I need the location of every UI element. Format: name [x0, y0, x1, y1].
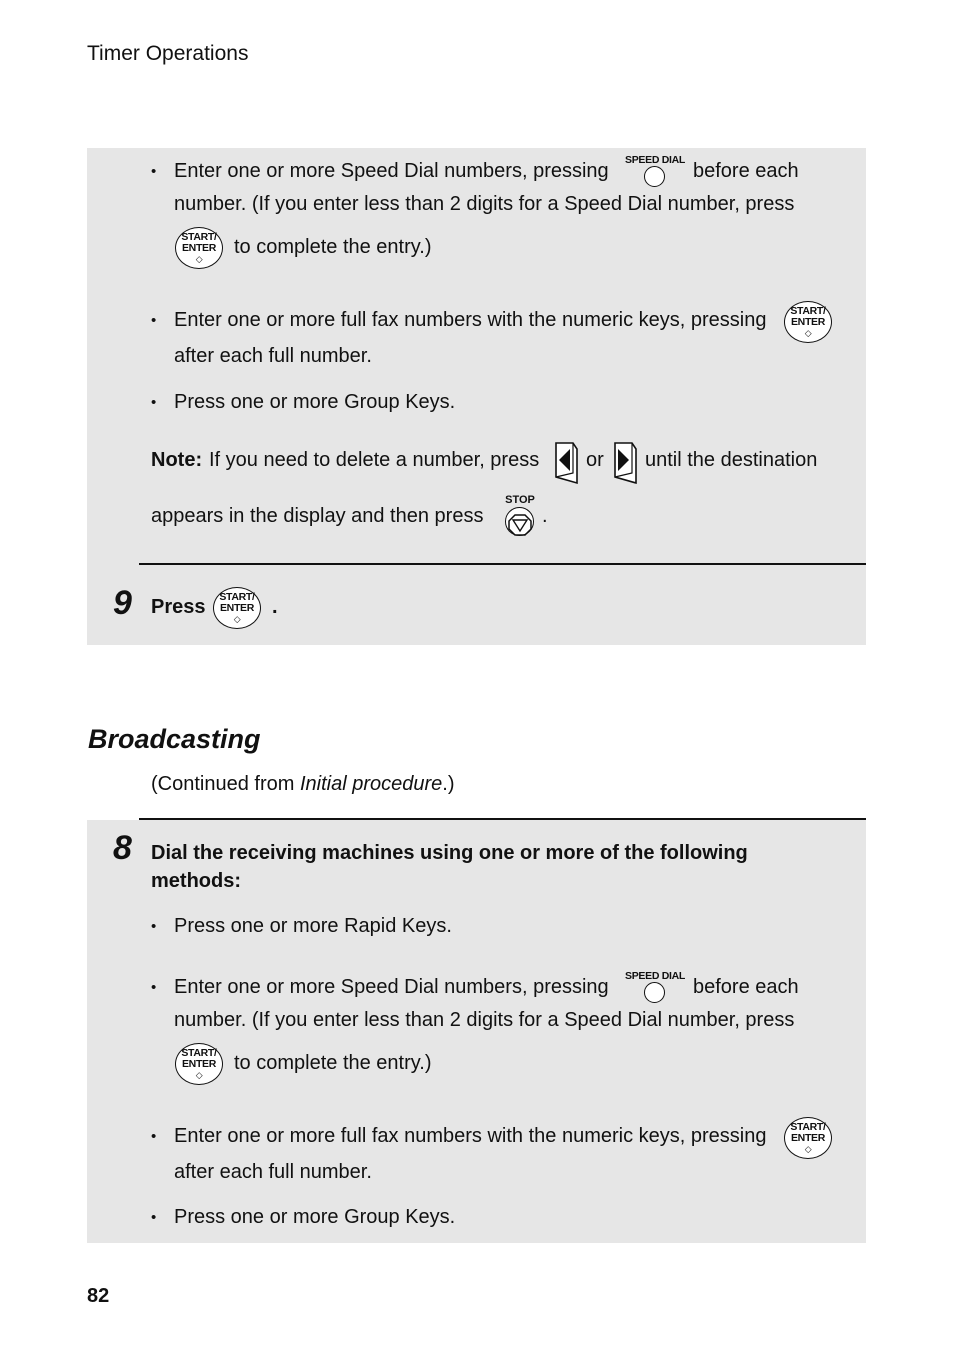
bullet: •	[151, 979, 157, 996]
bullet: •	[151, 394, 157, 411]
group-keys-instruction: Press one or more Group Keys.	[174, 391, 456, 413]
full-fax-instruction-line1: Enter one or more full fax numbers with the numeric keys, pressing	[174, 309, 767, 331]
bullet: •	[151, 1128, 157, 1145]
speed-dial-key-icon: SPEED DIAL	[625, 970, 685, 1004]
start-enter-key-icon: START/ ENTER ◇	[175, 227, 223, 269]
start-enter-key-icon: START/ ENTER ◇	[784, 1117, 832, 1159]
speed-dial-key-icon: SPEED DIAL	[625, 154, 685, 188]
continued-note: (Continued from Initial procedure.)	[151, 773, 455, 795]
stop-key-icon: STOP	[500, 494, 540, 538]
step9-period: .	[272, 596, 278, 618]
start-enter-key-icon: START/ ENTER ◇	[175, 1043, 223, 1085]
section-title: Broadcasting	[88, 724, 261, 754]
speed-dial-instruction-line3: to complete the entry.)	[234, 236, 432, 258]
speed-dial-instruction-line1-end: before each	[693, 976, 799, 998]
step-number: 8	[113, 829, 132, 867]
running-header: Timer Operations	[87, 42, 249, 65]
bullet: •	[151, 918, 157, 935]
note-or: or	[586, 449, 604, 471]
step-divider	[139, 563, 866, 565]
full-fax-instruction-line2: after each full number.	[174, 345, 372, 367]
group-keys-instruction: Press one or more Group Keys.	[174, 1206, 456, 1228]
step8-heading-line1: Dial the receiving machines using one or more of the following	[151, 842, 748, 864]
step9-press-label: Press	[151, 596, 206, 618]
start-enter-key-icon: START/ ENTER ◇	[213, 587, 261, 629]
full-fax-instruction-line2: after each full number.	[174, 1161, 372, 1183]
note-text-end: until the destination	[645, 449, 818, 471]
note-text: If you need to delete a number, press	[209, 449, 540, 471]
speed-dial-instruction-line2: number. (If you enter less than 2 digits for a Speed Dial number, press	[174, 193, 795, 215]
speed-dial-instruction-line1-end: before each	[693, 160, 799, 182]
right-arrow-key-icon	[612, 441, 638, 483]
step8-heading-line2: methods:	[151, 870, 241, 892]
note-period: .	[542, 505, 548, 527]
note-label: Note:	[151, 449, 203, 471]
speed-dial-instruction-line1: Enter one or more Speed Dial numbers, pressing	[174, 160, 609, 182]
start-enter-key-icon: START/ ENTER ◇	[784, 301, 832, 343]
speed-dial-instruction-line3: to complete the entry.)	[234, 1052, 432, 1074]
bullet: •	[151, 312, 157, 329]
left-arrow-key-icon	[553, 441, 579, 483]
speed-dial-instruction-line2: number. (If you enter less than 2 digits for a Speed Dial number, press	[174, 1009, 795, 1031]
bullet: •	[151, 163, 157, 180]
page-number: 82	[87, 1285, 110, 1307]
full-fax-instruction-line1: Enter one or more full fax numbers with the numeric keys, pressing	[174, 1125, 767, 1147]
rapid-keys-instruction: Press one or more Rapid Keys.	[174, 915, 452, 937]
step-number: 9	[113, 584, 132, 622]
speed-dial-instruction-line1: Enter one or more Speed Dial numbers, pressing	[174, 976, 609, 998]
note-text-line2: appears in the display and then press	[151, 505, 484, 527]
bullet: •	[151, 1209, 157, 1226]
